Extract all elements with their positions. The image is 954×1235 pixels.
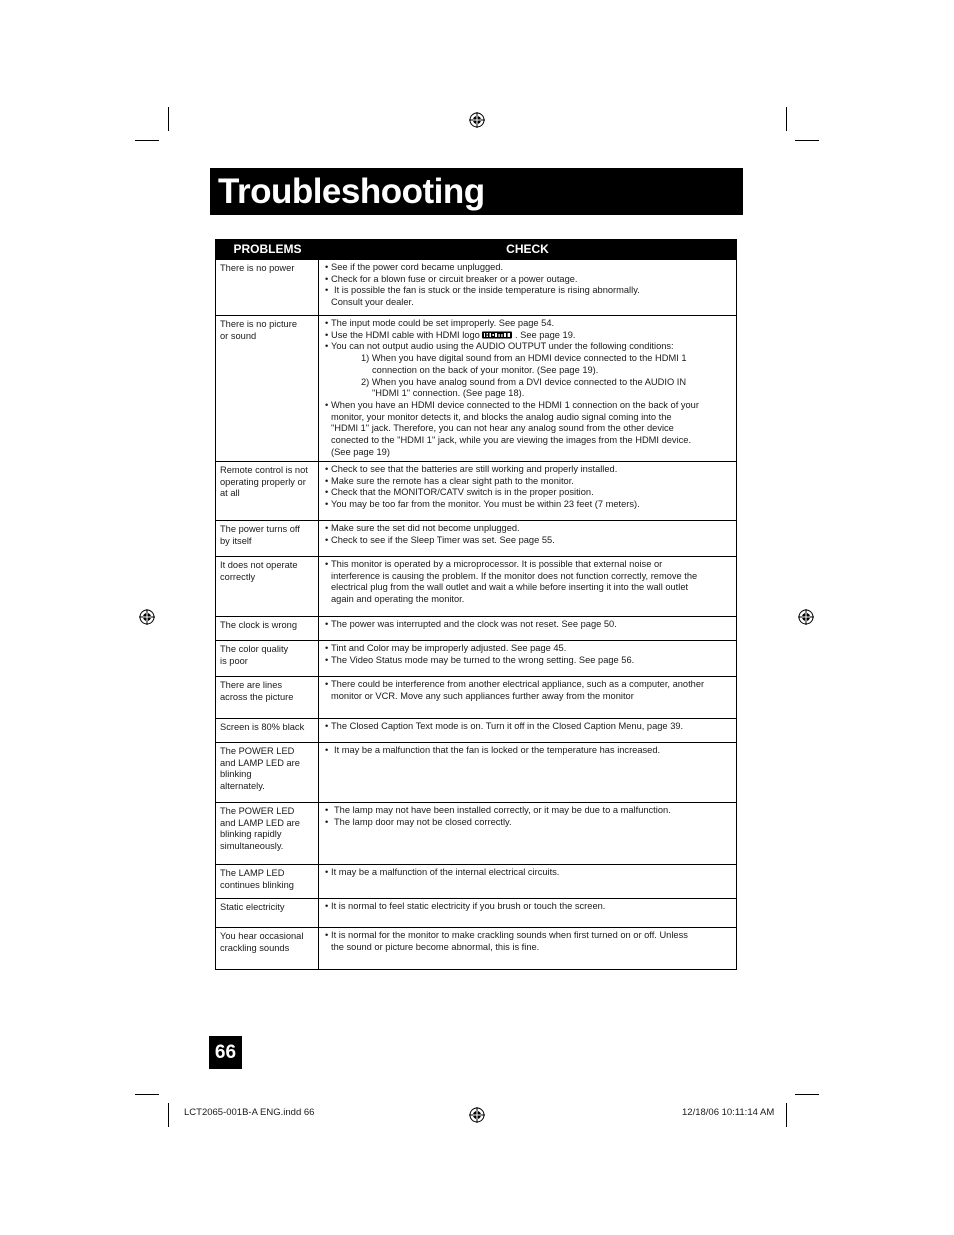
check-item bbox=[325, 318, 732, 330]
crop-mark bbox=[786, 1103, 787, 1127]
crop-mark bbox=[135, 140, 159, 141]
check-cell bbox=[319, 803, 736, 864]
table-header bbox=[216, 240, 736, 259]
crop-mark bbox=[786, 107, 787, 131]
table-row bbox=[216, 864, 736, 898]
bullet-icon: • bbox=[325, 534, 329, 545]
check-cell bbox=[319, 617, 736, 640]
check-cell bbox=[319, 899, 736, 927]
check-cell bbox=[319, 865, 736, 898]
table-row bbox=[216, 802, 736, 864]
check-text: The lamp door may not be closed correctly. bbox=[334, 816, 512, 827]
crop-mark bbox=[168, 107, 169, 131]
problem-text: is poor bbox=[220, 655, 248, 666]
check-cell bbox=[319, 719, 736, 742]
bullet-icon: • bbox=[325, 464, 329, 474]
check-cell bbox=[319, 641, 736, 676]
check-text: Check to see if the Sleep Timer was set. See page 55. bbox=[331, 534, 555, 545]
problem-text: The LAMP LED bbox=[220, 868, 285, 878]
crop-mark bbox=[168, 1103, 169, 1127]
bullet-icon: • bbox=[325, 285, 329, 296]
check-continuation: (See page 19) bbox=[331, 446, 390, 457]
check-text: Make sure the remote has a clear sight path to the monitor. bbox=[331, 475, 574, 486]
check-item bbox=[325, 535, 732, 547]
page-title: Troubleshooting bbox=[218, 172, 485, 211]
check-item bbox=[325, 721, 732, 733]
check-item bbox=[325, 285, 732, 297]
check-continuation: "HDMI 1" jack. Therefore, you can not hear any analog sound from the other device bbox=[331, 423, 674, 434]
table-row bbox=[216, 461, 736, 520]
check-text: It may be a malfunction that the fan is locked or the temperature has increased. bbox=[334, 745, 661, 755]
table-row bbox=[216, 616, 736, 640]
check-text: Check for a blown fuse or circuit breaker or a power outage. bbox=[331, 273, 578, 284]
problem-text: The POWER LED bbox=[220, 806, 295, 816]
header-problems: PROBLEMS bbox=[233, 242, 302, 256]
check-cell bbox=[319, 743, 736, 802]
problem-text: Static electricity bbox=[220, 902, 285, 912]
check-cell bbox=[319, 316, 736, 461]
check-text: . See page 19. bbox=[512, 329, 576, 340]
table-row bbox=[216, 718, 736, 742]
check-text: It may be a malfunction of the internal electrical circuits. bbox=[331, 867, 560, 877]
check-cell bbox=[319, 462, 736, 520]
check-text: The Closed Caption Text mode is on. Turn it off in the Closed Caption Menu, page 39. bbox=[331, 721, 684, 731]
registration-mark-icon bbox=[469, 1107, 485, 1123]
bullet-icon: • bbox=[325, 643, 329, 653]
problem-cell bbox=[216, 641, 319, 676]
crop-mark bbox=[795, 1094, 819, 1095]
problem-cell bbox=[216, 899, 319, 927]
problem-text: There are lines bbox=[220, 680, 283, 690]
troubleshooting-table bbox=[215, 239, 737, 970]
check-text: Tint and Color may be improperly adjusted. See page 45. bbox=[331, 643, 567, 653]
footer-timestamp: 12/18/06 10:11:14 AM bbox=[682, 1107, 775, 1118]
check-item bbox=[325, 487, 732, 499]
problem-text: It does not operate bbox=[220, 560, 298, 570]
bullet-icon: • bbox=[325, 262, 329, 272]
check-text: When you have an HDMI device connected to the HDMI 1 connection on the back of your bbox=[331, 399, 699, 410]
check-text: You can not output audio using the AUDIO OUTPUT under the following conditions: bbox=[331, 341, 674, 352]
bullet-icon: • bbox=[325, 499, 329, 510]
footer-filename: LCT2065-001B-A ENG.indd 66 bbox=[184, 1107, 315, 1118]
check-item bbox=[325, 274, 732, 286]
problem-cell bbox=[216, 316, 319, 461]
check-continuation: monitor or VCR. Move any such appliances further away from the monitor bbox=[331, 690, 634, 701]
check-text: This monitor is operated by a microprocessor. It is possible that external noise or bbox=[331, 559, 663, 569]
table-row bbox=[216, 556, 736, 616]
check-item bbox=[325, 262, 732, 274]
check-item bbox=[325, 805, 732, 817]
check-text: There could be interference from another electrical appliance, such as a computer, another bbox=[331, 679, 705, 689]
problem-text: There is no picture bbox=[220, 319, 297, 329]
bullet-icon: • bbox=[325, 329, 329, 340]
problem-text: There is no power bbox=[220, 263, 295, 273]
check-text: You may be too far from the monitor. You must be within 23 feet (7 meters). bbox=[331, 499, 640, 510]
problem-cell bbox=[216, 928, 319, 969]
problem-cell bbox=[216, 462, 319, 520]
problem-text: across the picture bbox=[220, 691, 294, 702]
check-item bbox=[325, 559, 732, 571]
table-body bbox=[216, 259, 736, 969]
table-row bbox=[216, 315, 736, 461]
bullet-icon: • bbox=[325, 475, 329, 486]
check-cell bbox=[319, 557, 736, 616]
check-continuation: electrical plug from the wall outlet and wait a while before inserting it into the wall outlet bbox=[331, 582, 689, 593]
problem-text: The power turns off bbox=[220, 524, 300, 534]
check-item bbox=[325, 930, 732, 942]
bullet-icon: • bbox=[325, 318, 329, 328]
problem-text: The POWER LED bbox=[220, 746, 295, 756]
hdmi-logo-icon bbox=[482, 331, 512, 339]
check-item bbox=[325, 341, 732, 353]
problem-cell bbox=[216, 743, 319, 802]
table-row bbox=[216, 259, 736, 315]
problem-text: at all bbox=[220, 488, 240, 499]
check-item bbox=[325, 619, 732, 631]
problem-text: and LAMP LED are bbox=[220, 817, 300, 828]
check-text: It is normal for the monitor to make crackling sounds when first turned on or off. Unless bbox=[331, 930, 688, 940]
registration-mark-icon bbox=[798, 609, 814, 625]
check-cell bbox=[319, 260, 736, 315]
check-subitem: 1) When you have digital sound from an HDMI device connected to the HDMI 1 bbox=[361, 353, 687, 364]
problem-text: operating properly or bbox=[220, 476, 306, 487]
problem-cell bbox=[216, 521, 319, 556]
problem-text: or sound bbox=[220, 330, 257, 341]
problem-text: continues blinking bbox=[220, 879, 294, 890]
crop-mark bbox=[795, 140, 819, 141]
bullet-icon: • bbox=[325, 619, 329, 629]
problem-text: blinking rapidly bbox=[220, 829, 282, 840]
problem-text: simultaneously. bbox=[220, 841, 284, 852]
bullet-icon: • bbox=[325, 523, 329, 533]
registration-mark-icon bbox=[139, 609, 155, 625]
problem-cell bbox=[216, 719, 319, 742]
bullet-icon: • bbox=[325, 487, 329, 498]
bullet-icon: • bbox=[325, 679, 329, 689]
bullet-icon: • bbox=[325, 654, 329, 665]
check-item bbox=[325, 745, 732, 757]
problem-text: by itself bbox=[220, 535, 252, 546]
problem-text: Remote control is not bbox=[220, 465, 308, 475]
title-bar bbox=[210, 168, 743, 215]
check-item bbox=[325, 330, 732, 342]
check-text: Check that the MONITOR/CATV switch is in the proper position. bbox=[331, 487, 594, 498]
check-item bbox=[325, 817, 732, 829]
bullet-icon: • bbox=[325, 745, 329, 755]
registration-mark-icon bbox=[469, 112, 485, 128]
crop-mark bbox=[135, 1094, 159, 1095]
problem-text: blinking bbox=[220, 769, 252, 780]
check-continuation: again and operating the monitor. bbox=[331, 594, 465, 605]
bullet-icon: • bbox=[325, 901, 329, 911]
check-item bbox=[325, 655, 732, 667]
check-item bbox=[325, 476, 732, 488]
problem-text: crackling sounds bbox=[220, 942, 290, 953]
bullet-icon: • bbox=[325, 721, 329, 731]
problem-cell bbox=[216, 677, 319, 718]
table-row bbox=[216, 742, 736, 802]
check-item bbox=[325, 643, 732, 655]
check-cell bbox=[319, 677, 736, 718]
check-item bbox=[325, 400, 732, 412]
check-text: The input mode could be set improperly. See page 54. bbox=[331, 318, 555, 328]
header-check: CHECK bbox=[506, 242, 549, 256]
check-item bbox=[325, 867, 732, 879]
check-text: The power was interrupted and the clock was not reset. See page 50. bbox=[331, 619, 617, 629]
check-continuation: Consult your dealer. bbox=[331, 297, 414, 308]
check-text: It is normal to feel static electricity if you brush or touch the screen. bbox=[331, 901, 606, 911]
problem-cell bbox=[216, 260, 319, 315]
problem-text: alternately. bbox=[220, 781, 265, 792]
problem-text: correctly bbox=[220, 571, 256, 582]
problem-cell bbox=[216, 557, 319, 616]
bullet-icon: • bbox=[325, 559, 329, 569]
check-continuation: monitor, your monitor detects it, and blocks the analog audio signal coming into the bbox=[331, 411, 672, 422]
problem-text: The clock is wrong bbox=[220, 620, 297, 630]
check-text: Make sure the set did not become unplugged. bbox=[331, 523, 520, 533]
check-text: Use the HDMI cable with HDMI logo bbox=[331, 329, 483, 340]
problem-cell bbox=[216, 865, 319, 898]
bullet-icon: • bbox=[325, 805, 329, 815]
check-item bbox=[325, 901, 732, 913]
check-subitem: 2) When you have analog sound from a DVI device connected to the AUDIO IN bbox=[361, 376, 687, 387]
check-cell bbox=[319, 928, 736, 969]
problem-cell bbox=[216, 803, 319, 864]
page-number: 66 bbox=[209, 1036, 242, 1069]
problem-text: Screen is 80% black bbox=[220, 722, 305, 732]
bullet-icon: • bbox=[325, 867, 329, 877]
check-text: See if the power cord became unplugged. bbox=[331, 262, 504, 272]
table-row bbox=[216, 640, 736, 676]
table-row bbox=[216, 520, 736, 556]
bullet-icon: • bbox=[325, 930, 329, 940]
check-continuation: interference is causing the problem. If the monitor does not function correctly, remove the bbox=[331, 570, 698, 581]
table-row bbox=[216, 927, 736, 969]
bullet-icon: • bbox=[325, 816, 329, 827]
problem-text: and LAMP LED are bbox=[220, 757, 300, 768]
check-item bbox=[325, 523, 732, 535]
check-cell bbox=[319, 521, 736, 556]
table-row bbox=[216, 898, 736, 927]
check-text: The Video Status mode may be turned to the wrong setting. See page 56. bbox=[331, 654, 635, 665]
check-item bbox=[325, 679, 732, 691]
table-row bbox=[216, 676, 736, 718]
check-subitem-continuation: "HDMI 1" connection. (See page 18). bbox=[372, 388, 525, 399]
check-text: The lamp may not have been installed correctly, or it may be due to a malfunction. bbox=[334, 805, 671, 815]
check-item bbox=[325, 464, 732, 476]
bullet-icon: • bbox=[325, 341, 329, 352]
check-continuation: the sound or picture become abnormal, this is fine. bbox=[331, 941, 540, 952]
problem-cell bbox=[216, 617, 319, 640]
check-subitem-continuation: connection on the back of your monitor. (See page 19). bbox=[372, 364, 599, 375]
bullet-icon: • bbox=[325, 273, 329, 284]
check-text: It is possible the fan is stuck or the inside temperature is rising abnormally. bbox=[334, 285, 640, 296]
problem-text: The color quality bbox=[220, 644, 289, 654]
bullet-icon: • bbox=[325, 399, 329, 410]
check-item bbox=[325, 499, 732, 511]
check-continuation: conected to the "HDMI 1" jack, while you are viewing the images from the HDMI device. bbox=[331, 435, 692, 446]
problem-text: You hear occasional bbox=[220, 931, 304, 941]
check-text: Check to see that the batteries are still working and properly installed. bbox=[331, 464, 618, 474]
